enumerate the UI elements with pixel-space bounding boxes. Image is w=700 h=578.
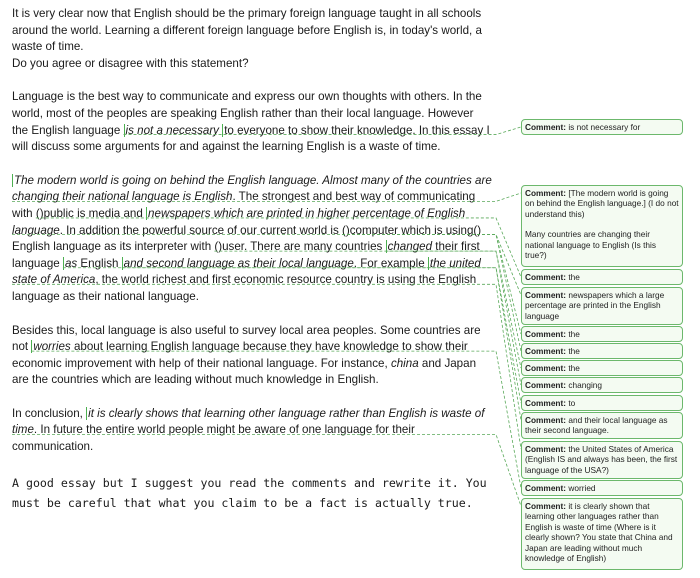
comment-label: Comment:	[525, 380, 567, 390]
comment-text: the	[568, 329, 580, 339]
text-run: English	[77, 256, 122, 270]
paragraph-introduction	[12, 89, 492, 155]
paragraph-conclusion	[12, 406, 492, 456]
comment-label: Comment:	[525, 398, 567, 408]
comment-text: the	[568, 363, 580, 373]
teacher-feedback: A good essay but I suggest you read the comments and rewrite it. You must be careful that what you claim to be a fact is actually true.	[12, 475, 487, 510]
commented-text-4[interactable]: newspapers which are printed in higher percentage of English language	[12, 206, 466, 237]
commented-text-8[interactable]: changed	[387, 240, 433, 254]
comment-label: Comment:	[525, 415, 567, 425]
comment-text: and their local language as their second language.	[525, 415, 668, 436]
comment-balloon-9[interactable]	[521, 395, 683, 411]
comment-balloon-4[interactable]	[521, 287, 683, 325]
text-run: and Japan are the countries which are leading without much knowledge in English.	[12, 356, 477, 387]
comment-extra-text: Many countries are changing their national language to English (Is this true?)	[525, 229, 656, 261]
text-run: . In addition the powerful source of our current world is	[59, 223, 342, 237]
text-run: Language is the best way to communicate and express our own thoughts with others. In the world, most of the peoples are speaking English rather than their local language. However the English language	[12, 90, 482, 137]
comment-balloon-8[interactable]	[521, 377, 683, 393]
comment-text: is not necessary for	[568, 122, 641, 132]
commented-text-3[interactable]: ()public is media and	[35, 206, 147, 220]
comment-balloon-11[interactable]	[521, 441, 683, 479]
comment-label: Comment:	[525, 272, 567, 282]
comment-text: to	[568, 398, 576, 408]
comment-text: worried	[568, 483, 596, 493]
comment-balloon-6[interactable]	[521, 343, 683, 359]
commented-text-11[interactable]: the united state of America	[12, 256, 481, 287]
comment-balloon-13[interactable]	[521, 498, 683, 570]
comment-balloon-10[interactable]	[521, 412, 683, 439]
comment-label: Comment:	[525, 444, 567, 454]
text-run: English language as its interpreter with	[12, 240, 215, 254]
comment-text: the	[568, 346, 580, 356]
comment-balloon-1[interactable]	[521, 119, 683, 135]
paragraph-body-1	[12, 173, 492, 306]
commented-text-2[interactable]: The modern world is going on behind the English language. Almost many of the countries are changing their national language is English	[12, 173, 492, 204]
comment-balloon-2[interactable]	[521, 185, 683, 267]
text-run: , the world richest and first economic resource country is using the English language as their national language.	[12, 273, 477, 303]
comment-balloon-12[interactable]	[521, 480, 683, 496]
commented-text-to[interactable]: to	[224, 123, 234, 137]
commented-text-5[interactable]: ()computer which is using()	[341, 223, 482, 237]
text-run: their first language	[12, 240, 480, 270]
comment-balloon-3[interactable]	[521, 269, 683, 285]
text-run: . For example	[353, 256, 428, 270]
commented-text-12[interactable]: worries	[33, 340, 71, 354]
commented-text-13[interactable]: it is clearly shows that learning other language rather than English is waste of time	[12, 406, 485, 437]
commented-text-10[interactable]: and second language as their local language	[123, 256, 354, 270]
prompt-text: It is very clear now that English should be the primary foreign language taught in all schools around the world. Learning a different foreign language before English is, in today's world, a waste of time.	[12, 7, 482, 54]
comment-label: Comment:	[525, 188, 567, 198]
text-run: . The strongest and best way of communicating with	[12, 190, 476, 220]
comment-label: Comment:	[525, 122, 567, 132]
comment-label: Comment:	[525, 346, 567, 356]
essay-prompt	[12, 6, 492, 72]
prompt-question: Do you agree or disagree with this statement?	[12, 56, 249, 70]
document-body	[12, 6, 492, 530]
text-run: Besides this, local language is also useful to survey local area peoples. Some countries are not	[12, 323, 481, 354]
comment-text: changing	[568, 380, 603, 390]
comment-balloon-5[interactable]	[521, 326, 683, 342]
comment-label: Comment:	[525, 483, 567, 493]
comment-text: it is clearly shown that learning other languages rather than English is waste of time (Where is it clearly shown? You state that China and Japan are leading without much knowledge of English)	[525, 501, 673, 564]
comment-text: newspapers which a large percentage are printed in the English language	[525, 290, 665, 321]
comment-label: Comment:	[525, 501, 567, 511]
comment-label: Comment:	[525, 329, 567, 339]
comment-text: [The modern world is going on behind the English language.] (I do not understand this)	[525, 188, 679, 219]
comment-text: the United States of America (English IS and always has been, the first language of the USA?)	[525, 444, 678, 475]
text-run: In conclusion,	[12, 406, 87, 420]
text-run: about learning English language because they have knowledge to show their economic improvement with help of their national language. For instance,	[12, 340, 468, 370]
commented-text-1[interactable]: is not a necessary	[125, 123, 223, 137]
comment-text: the	[568, 272, 580, 282]
text-run-china: china	[390, 356, 419, 370]
commented-text-7[interactable]: ()user. There are many countries	[214, 240, 386, 254]
text-run: . In future the entire world people might be aware of one language for their communication.	[12, 423, 415, 454]
comment-label: Comment:	[525, 290, 567, 300]
comment-balloon-7[interactable]	[521, 360, 683, 376]
comment-label: Comment:	[525, 363, 567, 373]
commented-text-9[interactable]: as	[64, 256, 78, 270]
text-run: everyone to show their knowledge. In this essay I will discuss some arguments for and against the learning English is a waste of time.	[12, 123, 490, 154]
paragraph-body-2	[12, 323, 492, 389]
